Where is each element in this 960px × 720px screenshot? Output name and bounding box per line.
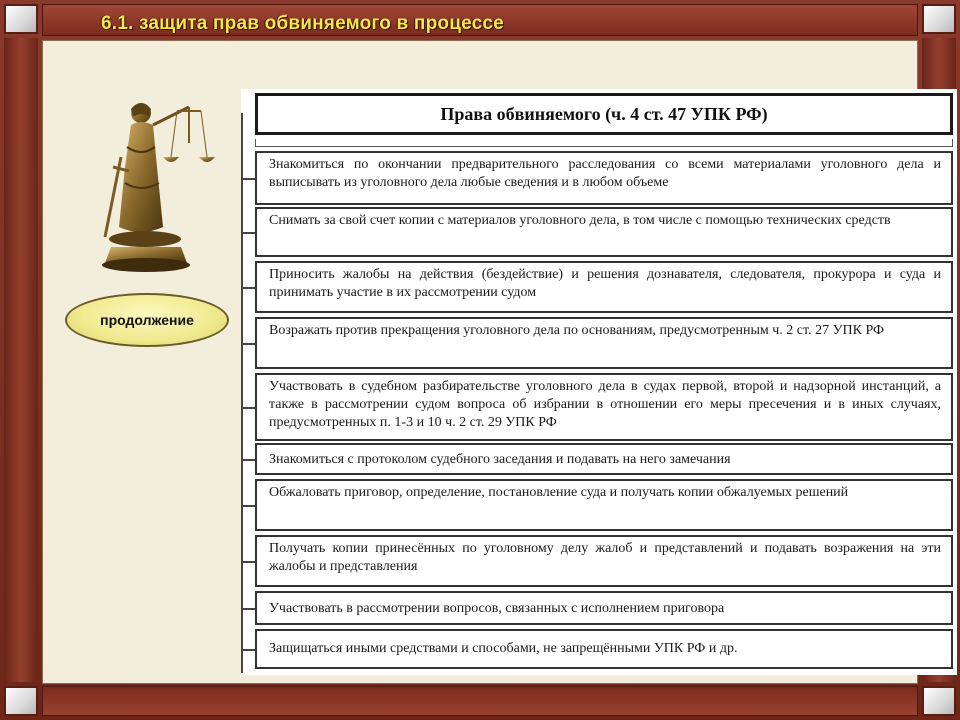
corner-ornament [4, 686, 38, 716]
themis-statue-icon [91, 87, 221, 277]
rights-table [241, 89, 957, 675]
slide-title: 6.1. защита прав обвиняемого в процессе [101, 13, 504, 34]
connector-line [241, 113, 249, 673]
partial-row [255, 139, 953, 147]
table-header: Права обвиняемого (ч. 4 ст. 47 УПК РФ) [255, 93, 953, 135]
table-row: Снимать за свой счет копии с материалов уголовного дела, в том числе с помощью технических средств [255, 207, 953, 257]
frame-left [4, 38, 38, 682]
table-row: Обжаловать приговор, определение, постановление суда и получать копии обжалуемых решений [255, 479, 953, 531]
continue-oval: продолжение [65, 293, 229, 347]
corner-ornament [922, 686, 956, 716]
table-row: Получать копии принесённых по уголовному делу жалоб и представлений и подавать возражения на эти жалобы и представления [255, 535, 953, 587]
slide-content [42, 40, 941, 684]
title-bar [42, 4, 918, 36]
corner-ornament [4, 4, 38, 34]
corner-ornament [922, 4, 956, 34]
frame-bottom [42, 686, 918, 716]
table-row: Возражать против прекращения уголовного дела по основаниям, предусмотренным ч. 2 ст. 27 УПК РФ [255, 317, 953, 369]
table-row: Участвовать в судебном разбирательстве уголовного дела в судах первой, второй и надзорной инстанций, а также в рассмотрении судом вопроса об избрании в отношении его меры пресечения и в иных случаях, предусмотренных п. 1-3 и 10 ч. 2 ст. 29 УПК РФ [255, 373, 953, 441]
table-row: Участвовать в рассмотрении вопросов, связанных с исполнением приговора [255, 591, 953, 625]
table-row: Защищаться иными средствами и способами, не запрещёнными УПК РФ и др. [255, 629, 953, 669]
table-row: Знакомиться с протоколом судебного заседания и подавать на него замечания [255, 443, 953, 475]
table-row: Знакомиться по окончании предварительного расследования со всеми материалами уголовного дела и выписывать из уголовного дела любые сведения и в любом объеме [255, 151, 953, 205]
table-row: Приносить жалобы на действия (бездействие) и решения дознавателя, следователя, прокурора и суда и принимать участие в их рассмотрении судом [255, 261, 953, 313]
